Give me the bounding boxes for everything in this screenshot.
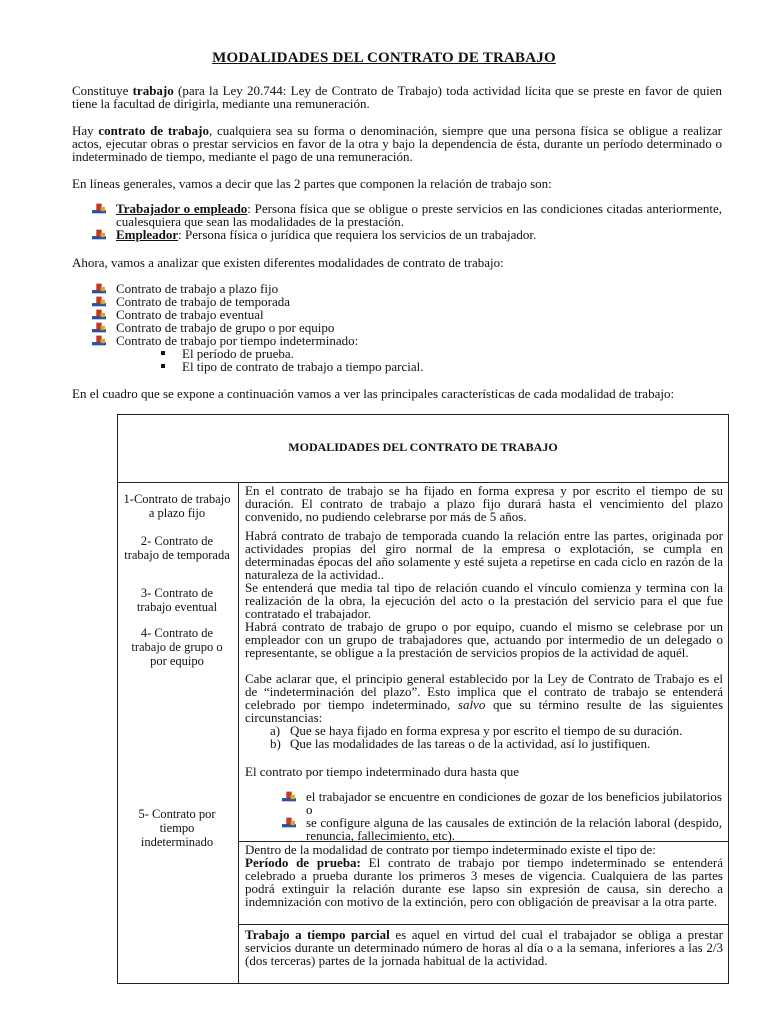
desc: : Persona física o jurídica que requiera los servicios de un trabajador.	[178, 227, 537, 242]
paragraph-cuadro: En el cuadro que se expone a continuación vamos a ver las principales características de cada modalidad de trabajo:	[72, 386, 675, 401]
text: Que se haya fijado en forma expresa y por escrito el tiempo de su duración.	[290, 723, 683, 738]
bullet-icon	[92, 296, 106, 308]
italic-text: salvo	[457, 697, 486, 712]
bullet-icon	[92, 309, 106, 321]
text: El período de prueba.	[182, 346, 294, 361]
table-column-divider	[238, 482, 239, 984]
paragraph-contrato	[72, 124, 722, 163]
table-cell: Se entenderá que media tal tipo de relación cuando el vínculo comienza y termina con la realización de la obra, la ejecución del acto o la prestación del servicio para el que fue contratado el trabajador.	[245, 580, 723, 621]
text: El contrato de trabajo por tiempo indeterminado se entenderá celebrado a prueba durante los primeros 3 meses de vigencia. Cualquiera de las partes podrá extinguir la relación durante ese lapso sin expresión de causa, sin derecho a indemnización con motivo de la extinción, pero con obligación de preavisar a la otra parte.	[245, 855, 723, 909]
table-cell	[245, 843, 723, 908]
table-cell	[245, 928, 723, 967]
text: , cualquiera sea su forma o denominación, siempre que una persona física se obligue a realizar actos, ejecutar obras o prestar servicios en favor de la otra y bajo la dependencia de ésta, durante un período determinado o indeterminado de tiempo, mediante el pago de una remuneración.	[72, 123, 722, 164]
square-bullet-icon	[161, 351, 165, 355]
bullet-icon	[92, 322, 106, 334]
term: Trabajador o empleado	[116, 201, 248, 216]
table-row-label: 3- Contrato de trabajo eventual	[136, 586, 218, 614]
table-cell	[245, 672, 723, 724]
table-divider	[238, 924, 729, 925]
bold-term: contrato de trabajo	[98, 123, 209, 138]
table-cell: En el contrato de trabajo se ha fijado en forma expresa y por escrito el tiempo de su duración. El contrato de trabajo a plazo fijo durará hasta el vencimiento del plazo convenido, no pudiendo celebrarse por más de 5 años.	[245, 483, 723, 524]
bullet-icon	[92, 203, 106, 215]
bullet-icon	[282, 817, 296, 829]
paragraph-modalidades: Ahora, vamos a analizar que existen diferentes modalidades de contrato de trabajo:	[72, 255, 504, 270]
text: Hay	[72, 123, 99, 138]
text: Contrato de trabajo eventual	[116, 307, 264, 322]
item-number: a)	[270, 723, 281, 738]
bold-term: Período de prueba:	[245, 855, 361, 870]
text: (para la Ley 20.744: Ley de Contrato de Trabajo) toda actividad lícita que se preste en favor de quien tiene la facultad de dirigirla, mediante una remuneración.	[72, 83, 722, 111]
term: Empleador	[116, 227, 179, 242]
paragraph-trabajo	[72, 84, 722, 110]
text: se configure alguna de las causales de extinción de la relación laboral (despido, renuncia, fallecimiento, etc).	[306, 815, 722, 843]
bold-term: Trabajo a tiempo parcial	[245, 927, 390, 942]
bullet-icon	[92, 229, 106, 241]
bold-term: trabajo	[132, 83, 174, 98]
text: es aquel en virtud del cual el trabajador se obliga a prestar servicios durante un determinado número de horas al día o a la semana, inferiores a las 2/3 (dos terceras) partes de la jornada habitual de la actividad.	[245, 927, 723, 968]
desc: : Persona física que se obligue o preste servicios en las condiciones citadas anteriormente, cualesquiera que sean las modalidades de la prestación.	[116, 201, 722, 229]
table-header: MODALIDADES DEL CONTRATO DE TRABAJO	[288, 440, 558, 454]
bullet-icon	[92, 335, 106, 347]
text: Contrato de trabajo a plazo fijo	[116, 281, 279, 296]
bullet-icon	[92, 283, 106, 295]
text: que su término resulte de las siguientes circunstancias:	[245, 697, 723, 725]
text: El tipo de contrato de trabajo a tiempo parcial.	[182, 359, 424, 374]
bullet-icon	[282, 791, 296, 803]
table-cell: El contrato por tiempo indeterminado dura hasta que	[245, 764, 519, 779]
text: Que las modalidades de las tareas o de la actividad, así lo justifiquen.	[290, 736, 651, 751]
document-title: MODALIDADES DEL CONTRATO DE TRABAJO	[212, 50, 556, 66]
text: Contrato de trabajo de grupo o por equipo	[116, 320, 335, 335]
item-number: b)	[270, 736, 281, 751]
square-bullet-icon	[161, 364, 165, 368]
table-cell: Habrá contrato de trabajo de temporada cuando la relación entre las partes, originada por actividades propias del giro normal de la empresa o explotación, se cumpla en determinadas épocas del año solamente y esté sujeta a repetirse en cada ciclo en razón de la naturaleza de la actividad..	[245, 528, 723, 582]
text: Contrato de trabajo de temporada	[116, 294, 290, 309]
text: el trabajador se encuentre en condiciones de gozar de los beneficios jubilatorios o	[306, 789, 722, 817]
table-row-label: 1-Contrato de trabajo a plazo fijo	[123, 492, 231, 520]
text: Cabe aclarar que, el principio general establecido por la Ley de Contrato de Trabajo es el de “indeterminación del plazo”. Esto implica que el contrato de trabajo se entenderá celebrado por tiempo indeterminado,	[245, 671, 723, 712]
text: Constituye	[72, 83, 133, 98]
table-cell: Habrá contrato de trabajo de grupo o por equipo, cuando el mismo se celebrase por un empleador con un grupo de trabajadores que, actuando por intermedio de un delegado o representante, se obligue a la prestación de servicios propios de la actividad de aquél.	[245, 619, 723, 660]
paragraph-partes: En líneas generales, vamos a decir que las 2 partes que componen la relación de trabajo son:	[72, 176, 552, 191]
text: Contrato de trabajo por tiempo indeterminado:	[116, 333, 359, 348]
table-row-label: 2- Contrato de trabajo de temporada	[124, 534, 230, 562]
table-row-label: 4- Contrato de trabajo de grupo o por equipo	[131, 626, 223, 668]
table-row-label: 5- Contrato por tiempo indeterminado	[138, 807, 216, 849]
text: Dentro de la modalidad de contrato por tiempo indeterminado existe el tipo de:	[245, 842, 656, 857]
